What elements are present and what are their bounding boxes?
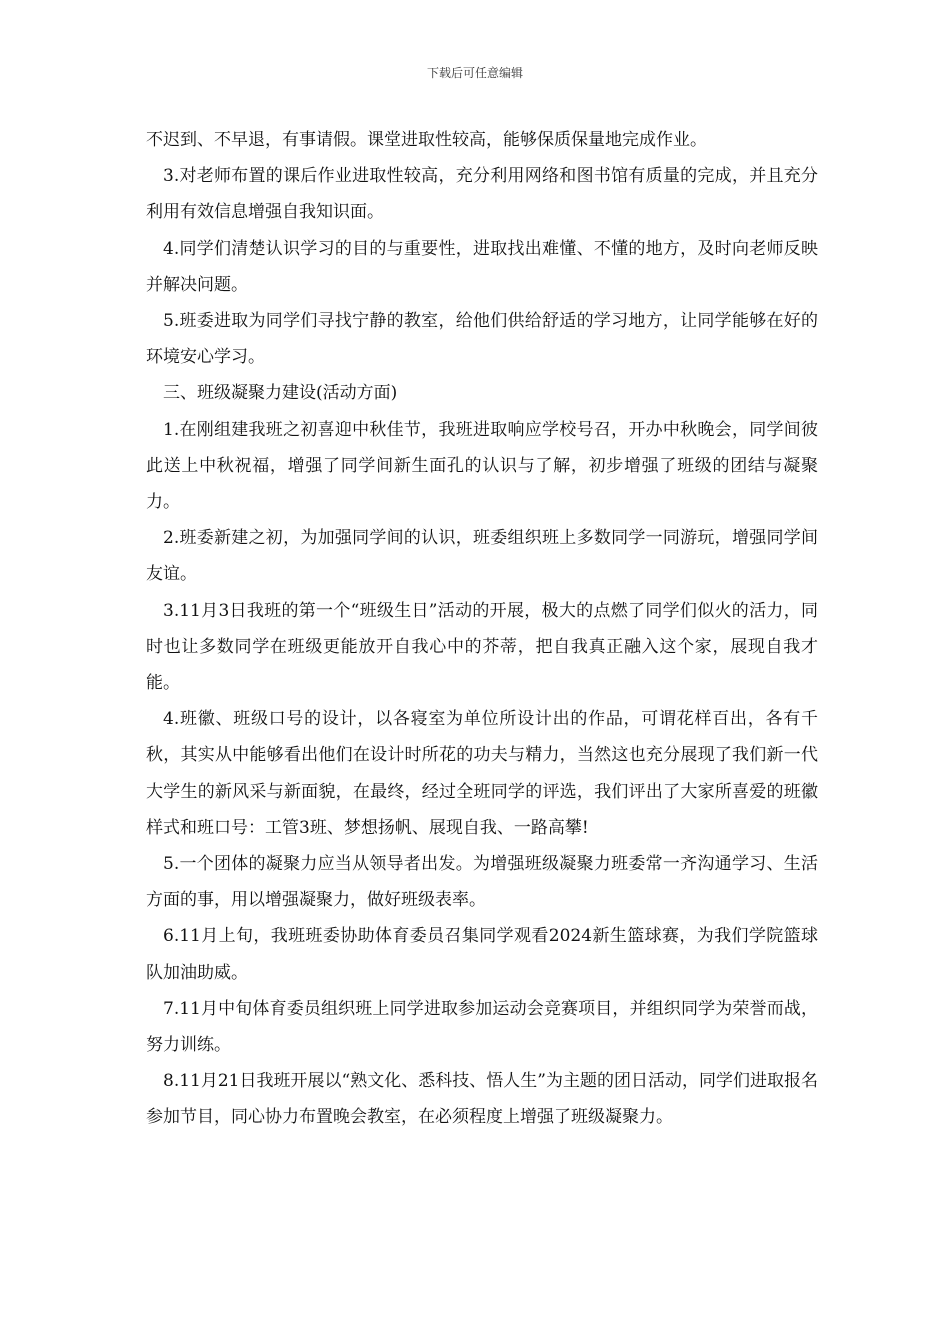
page-header: 下载后可任意编辑 [426,66,523,80]
document-body [146,122,818,1136]
paragraph: 6.11月上旬，我班班委协助体育委员召集同学观看2024新生篮球赛，为我们学院篮球队加油助威。 [146,926,818,983]
paragraph: 4.班徽、班级口号的设计，以各寝室为单位所设计出的作品，可谓花样百出，各有千秋，其实从中能够看出他们在设计时所花的功夫与精力，当然这也充分展现了我们新一代大学生的新风采与新面貌，在最终，经过全班同学的评选，我们评出了大家所喜爱的班徽样式和班口号：工管3班、梦想扬帆、展现自我、一路高攀! [146,709,818,838]
paragraph: 8.11月21日我班开展以“熟文化、悉科技、悟人生”为主题的团日活动，同学们进取报名参加节目，同心协力布置晚会教室，在必须程度上增强了班级凝聚力。 [146,1071,818,1128]
paragraph: 5.班委进取为同学们寻找宁静的教室，给他们供给舒适的学习地方，让同学能够在好的环境安心学习。 [146,311,818,368]
paragraph: 3.11月3日我班的第一个“班级生日”活动的开展，极大的点燃了同学们似火的活力，同时也让多数同学在班级更能放开自我心中的芥蒂，把自我真正融入这个家，展现自我才能。 [146,600,818,694]
section-heading: 三、班级凝聚力建设(活动方面) [163,383,398,404]
paragraph: 不迟到、不早退，有事请假。课堂进取性较高，能够保质保量地完成作业。 [146,130,707,150]
paragraph: 7.11月中旬体育委员组织班上同学进取参加运动会竞赛项目，并组织同学为荣誉而战，努力训练。 [146,998,818,1056]
paragraph: 3.对老师布置的课后作业进取性较高，充分利用网络和图书馆有质量的完成，并且充分利用有效信息增强自我知识面。 [146,166,818,223]
paragraph: 1.在刚组建我班之初喜迎中秋佳节，我班进取响应学校号召，开办中秋晚会，同学间彼此送上中秋祝福，增强了同学间新生面孔的认识与了解，初步增强了班级的团结与凝聚力。 [146,419,818,513]
paragraph: 2.班委新建之初，为加强同学间的认识，班委组织班上多数同学一同游玩，增强同学间友谊。 [146,528,818,585]
paragraph: 5.一个团体的凝聚力应当从领导者出发。为增强班级凝聚力班委常一齐沟通学习、生活方面的事，用以增强凝聚力，做好班级表率。 [146,854,818,911]
paragraph: 4.同学们清楚认识学习的目的与重要性，进取找出难懂、不懂的地方，及时向老师反映并解决问题。 [146,238,818,295]
